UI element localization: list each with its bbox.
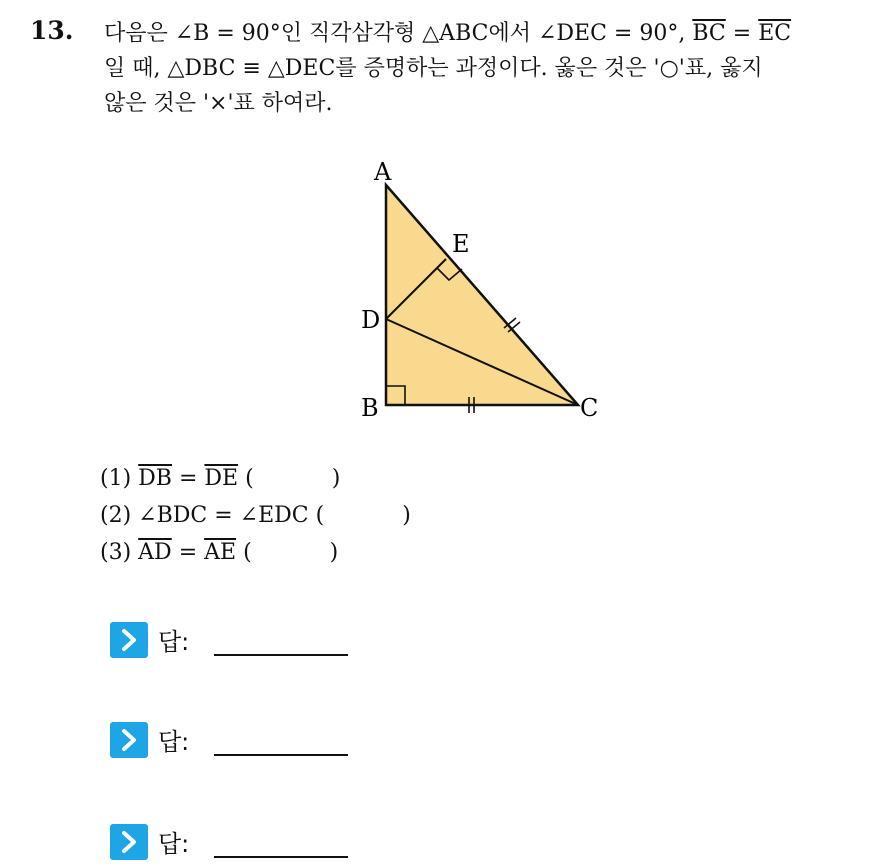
answer-label: 답: (158, 628, 190, 656)
segment-de-label: $\overline{DE}$ (204, 466, 239, 491)
statement-3 (100, 534, 411, 571)
statement-number: (3) (100, 540, 132, 565)
question-line-1-text: 다음은 ∠B = 90°인 직각삼각형 △ABC에서 ∠DEC = 90°, (104, 21, 693, 46)
chevron-right-icon (110, 824, 148, 860)
statement-number: (1) (100, 466, 132, 491)
open-paren: ( (236, 540, 252, 565)
close-paren: ) (329, 540, 339, 565)
segment-db: $\overline{DB}$ (138, 466, 172, 491)
label-b: B (361, 394, 379, 422)
equals-sign: = (171, 540, 205, 565)
label-d: D (361, 306, 381, 334)
open-paren: ( (238, 466, 254, 491)
segment-bc: $\overline{BC}$ (692, 21, 726, 46)
question-line-1 (104, 16, 864, 51)
statement-list (100, 460, 411, 571)
equals-sign: = (171, 466, 205, 491)
triangle-abc (386, 185, 578, 405)
chevron-right-icon (110, 622, 148, 658)
label-e: E (452, 230, 470, 258)
answer-label: 답: (158, 830, 190, 858)
answer-row-3 (110, 822, 370, 862)
answer-row-2 (110, 720, 370, 760)
question-line-2: 일 때, △DBC ≡ △DEC를 증명하는 과정이다. 옳은 것은 '○'표, 옳지 (104, 56, 763, 81)
statement-2 (100, 497, 411, 534)
question-line-3: 않은 것은 '×'표 하여라. (104, 91, 333, 116)
close-paren: ) (402, 503, 411, 528)
answer-row-1 (110, 620, 370, 660)
question-number: 13. (30, 16, 74, 45)
statement-number: (2) (100, 503, 132, 528)
answer-field[interactable] (214, 754, 348, 756)
statement-1 (100, 460, 411, 497)
equals-sign: = (725, 21, 759, 46)
segment-ae: $\overline{AE}$ (204, 540, 237, 565)
question-text (104, 16, 864, 121)
segment-ad: $\overline{AD}$ (138, 540, 172, 565)
open-paren: ( (308, 503, 325, 528)
close-paren: ) (331, 466, 341, 491)
segment-ec: $\overline{EC}$ (758, 21, 792, 46)
answer-field[interactable] (214, 856, 348, 858)
triangle-figure (350, 150, 620, 440)
chevron-right-icon (110, 722, 148, 758)
answer-field[interactable] (214, 654, 348, 656)
label-c: C (580, 394, 599, 422)
answer-label: 답: (158, 728, 190, 756)
label-a: A (374, 158, 392, 186)
statement-2-text: ∠BDC = ∠EDC (138, 503, 309, 528)
